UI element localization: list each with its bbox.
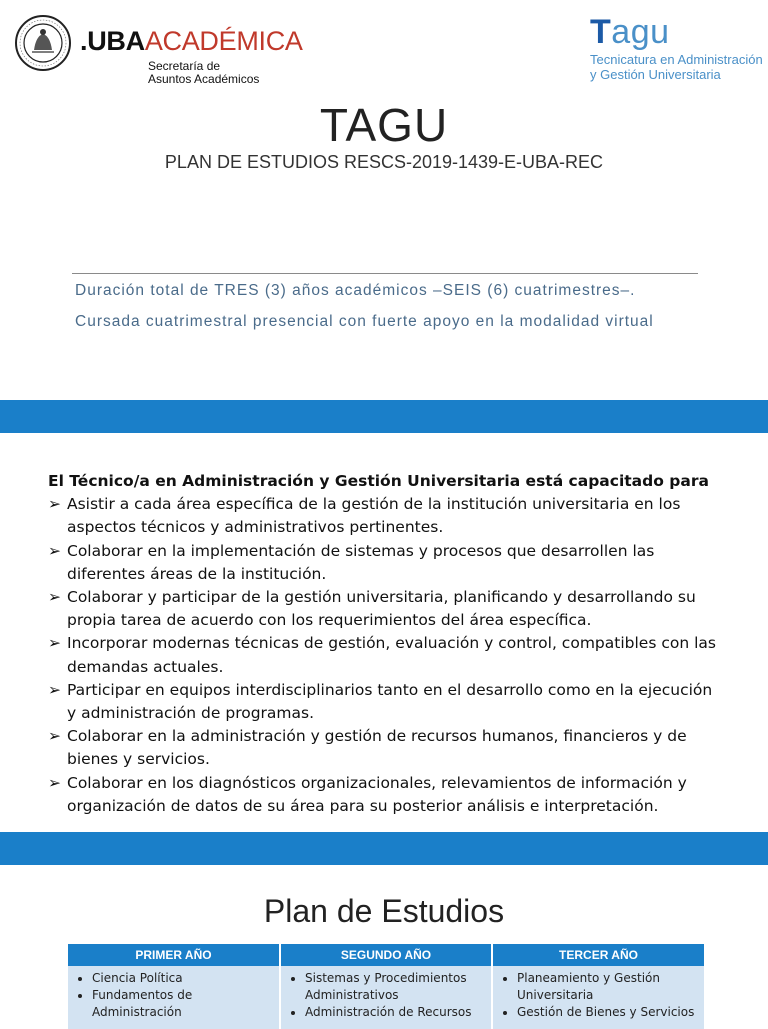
table-cell-tercer-ano <box>492 966 704 1029</box>
plan-code: PLAN DE ESTUDIOS RESCS-2019-1439-E-UBA-REC <box>164 152 604 172</box>
competencies-heading: El Técnico/a en Administración y Gestión Universitaria está capacitado para <box>48 472 709 490</box>
subject-item: • Fundamentos de Administración <box>92 987 275 1021</box>
list-item-line: Asistir a cada área específica de la gestión de la institución universitaria en los <box>67 495 681 514</box>
arrow-bullet-icon: ➢ <box>48 680 61 699</box>
list-item-line: Colaborar en la implementación de sistemas y procesos que desarrollen las <box>67 541 655 560</box>
university-seal-icon <box>14 14 72 72</box>
list-item-line: Incorporar modernas técnicas de gestión, evaluación y control, compatibles con las <box>67 634 716 653</box>
list-item-line: Colaborar en los diagnósticos organizacionales, relevamientos de información y <box>67 773 687 792</box>
uba-academica-logo <box>80 26 303 86</box>
page-title: TAGU <box>319 99 449 151</box>
blue-band-bottom <box>0 832 768 865</box>
competencies-section <box>48 470 738 818</box>
tagu-logo-subtitle-2: y Gestión Universitaria <box>590 67 721 82</box>
blue-band-top <box>0 400 768 433</box>
table-row <box>68 966 704 1029</box>
list-item-line: demandas actuales. <box>67 657 224 676</box>
list-item-line: organización de datos de su área para su posterior análisis e interpretación. <box>67 796 659 815</box>
list-item-line: diferentes áreas de la institución. <box>67 564 327 583</box>
plan-table <box>68 944 704 1029</box>
plan-title: Plan de Estudios <box>263 893 505 929</box>
divider <box>72 273 698 274</box>
list-item <box>48 493 738 539</box>
list-item <box>48 679 738 725</box>
table-header-row <box>68 944 704 966</box>
subject-item: • Ciencia Política <box>92 970 275 987</box>
duration-text: Duración total de TRES (3) años académicos –SEIS (6) cuatrimestres–. <box>75 282 636 299</box>
arrow-bullet-icon: ➢ <box>48 588 61 607</box>
column-header-segundo-ano: SEGUNDO AÑO <box>280 944 492 966</box>
list-item <box>48 586 738 632</box>
subject-item: • Administración de Recursos <box>305 1004 487 1021</box>
list-item-line: Colaborar y participar de la gestión universitaria, planificando y desarrollando su <box>67 588 696 607</box>
uba-logo-uba: UBA <box>87 26 145 56</box>
tagu-logo-rest: agu <box>611 13 670 51</box>
column-header-primer-ano: PRIMER AÑO <box>68 944 280 966</box>
list-item-line: aspectos técnicos y administrativos pertinentes. <box>67 518 444 537</box>
table-cell-primer-ano <box>68 966 280 1029</box>
arrow-bullet-icon: ➢ <box>48 727 61 746</box>
list-item-line: Participar en equipos interdisciplinarios tanto en el desarrollo como en la ejecución <box>67 680 713 699</box>
tagu-logo <box>590 14 763 82</box>
column-header-tercer-ano: TERCER AÑO <box>492 944 704 966</box>
list-item <box>48 540 738 586</box>
tagu-logo-t: T <box>590 13 612 51</box>
uba-logo-subtitle-2: Asuntos Académicos <box>148 72 260 86</box>
list-item-line: y administración de programas. <box>67 704 315 723</box>
arrow-bullet-icon: ➢ <box>48 541 61 560</box>
arrow-bullet-icon: ➢ <box>48 634 61 653</box>
list-item <box>48 632 738 678</box>
modality-text: Cursada cuatrimestral presencial con fuerte apoyo en la modalidad virtual <box>75 313 654 330</box>
subject-item: • Sistemas y Procedimientos Administrativos <box>305 970 487 1004</box>
arrow-bullet-icon: ➢ <box>48 773 61 792</box>
tagu-logo-subtitle-1: Tecnicatura en Administración <box>590 52 763 67</box>
list-item <box>48 772 738 818</box>
list-item-line: propia tarea de acuerdo con los requerimientos del área específica. <box>67 611 592 630</box>
subject-item: • Gestión de Bienes y Servicios <box>517 1004 700 1021</box>
list-item-line: Colaborar en la administración y gestión de recursos humanos, financieros y de <box>67 727 687 746</box>
uba-logo-academica: ACADÉMICA <box>144 26 303 56</box>
table-cell-segundo-ano <box>280 966 492 1029</box>
subject-item: • Planeamiento y Gestión Universitaria <box>517 970 700 1004</box>
uba-logo-subtitle-1: Secretaría de <box>148 59 221 73</box>
competencies-list <box>48 493 738 818</box>
arrow-bullet-icon: ➢ <box>48 495 61 514</box>
list-item-line: bienes y servicios. <box>67 750 210 769</box>
uba-logo-dot: . <box>80 26 88 56</box>
list-item <box>48 725 738 771</box>
